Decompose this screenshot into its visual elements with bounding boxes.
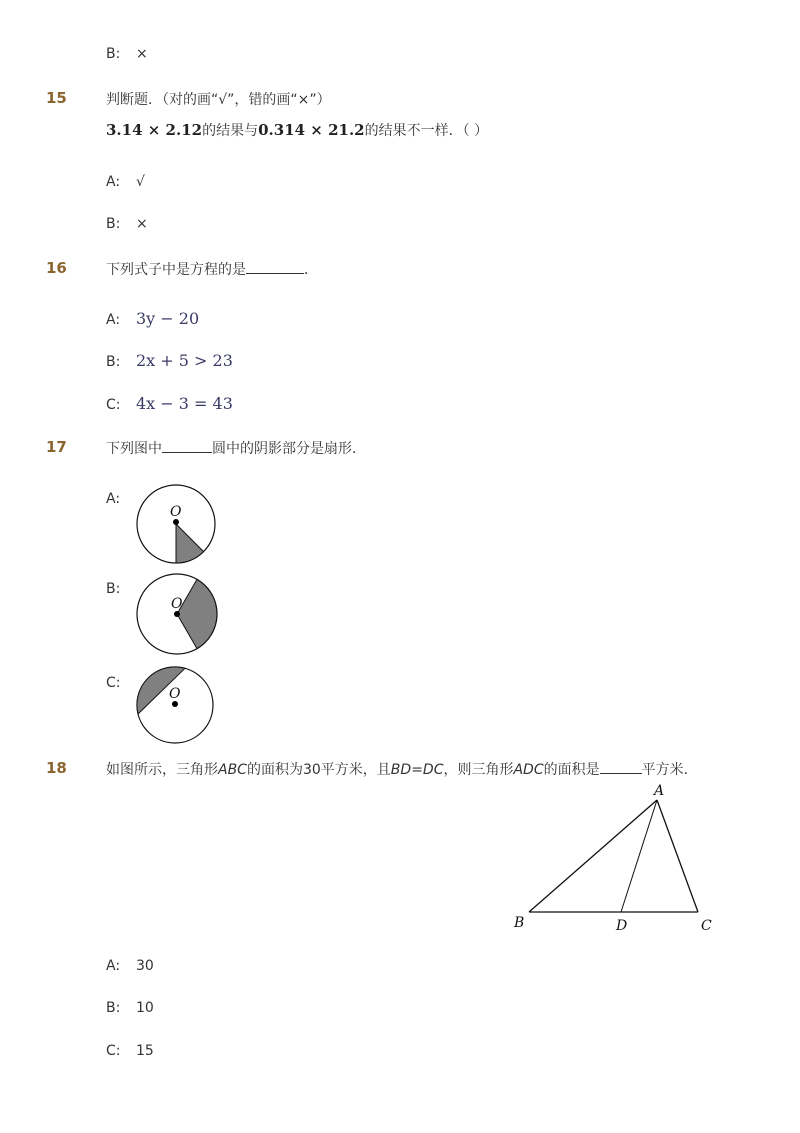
option-key-a[interactable]: A: (106, 491, 121, 507)
option-value-a[interactable]: 30 (136, 958, 154, 974)
prompt-text: 下列图中 (106, 441, 162, 457)
circle-figure-a[interactable] (134, 482, 218, 566)
segment-name: BD (390, 762, 412, 778)
option-key-a[interactable]: A: (106, 174, 121, 190)
prompt-text: 的面积为30平方米，且 (246, 762, 391, 778)
option-value-b[interactable]: × (136, 216, 148, 232)
option-value-a[interactable]: √ (136, 174, 145, 190)
option-value-c[interactable]: 4x − 3 = 43 (136, 394, 233, 413)
option-key-c[interactable]: C: (106, 675, 121, 691)
question-number-18: 18 (46, 759, 67, 777)
triangle-name: ADC (513, 762, 544, 778)
question-number-16: 16 (46, 259, 67, 277)
question-16-prompt (106, 259, 318, 279)
triangle-name: ABC (218, 762, 247, 778)
question-number-15: 15 (46, 89, 67, 107)
option-value-a[interactable]: 3y − 20 (136, 309, 200, 328)
circle-figure-c[interactable] (134, 664, 216, 746)
question-15-prompt: 判断题．（对的画“√”，错的画“×”） (106, 92, 331, 108)
center-label: O (169, 686, 181, 702)
center-label: O (170, 504, 182, 520)
option-key: B: (106, 46, 121, 62)
question-15-statement (106, 120, 488, 140)
prompt-text: ． (304, 262, 318, 278)
option-key-a[interactable]: A: (106, 312, 121, 328)
option-key-a[interactable]: A: (106, 958, 121, 974)
question-18-prompt (106, 759, 698, 779)
option-key-b[interactable]: B: (106, 216, 121, 232)
prompt-text: ，则三角形 (443, 762, 514, 778)
option-key-b[interactable]: B: (106, 1000, 121, 1016)
option-value: × (136, 46, 148, 62)
prompt-text: 平方米． (641, 762, 698, 778)
prompt-text: 的面积是 (543, 762, 600, 778)
segment-ad (621, 800, 657, 912)
vertex-label-c: C (701, 918, 712, 934)
statement-text: 的结果不一样．（ ） (364, 123, 489, 139)
prompt-text: 圆中的阴影部分是扇形． (212, 441, 366, 457)
side-ac (657, 800, 698, 912)
option-value-b[interactable]: 2x + 5 > 23 (136, 351, 233, 370)
prompt-text: 下列式子中是方程的是 (106, 262, 246, 278)
answer-blank (162, 440, 212, 453)
vertex-label-a: A (654, 783, 665, 799)
question-number-17: 17 (46, 438, 67, 456)
question-17-prompt (106, 438, 366, 458)
math-expression: 3.14 × 2.12 (106, 121, 203, 139)
triangle-figure (505, 780, 725, 940)
side-ab (529, 800, 657, 912)
option-value-b[interactable]: 10 (136, 1000, 154, 1016)
option-key-b[interactable]: B: (106, 581, 121, 597)
answer-blank (600, 761, 642, 774)
option-key-b[interactable]: B: (106, 354, 121, 370)
option-key-c[interactable]: C: (106, 397, 121, 413)
center-label: O (171, 596, 183, 612)
option-key-c[interactable]: C: (106, 1043, 121, 1059)
equals-sign: = (411, 762, 423, 778)
point-label-d: D (616, 918, 628, 934)
segment-name: DC (422, 762, 444, 778)
math-expression: 0.314 × 21.2 (258, 121, 365, 139)
option-value-c[interactable]: 15 (136, 1043, 154, 1059)
answer-blank (246, 261, 304, 274)
prompt-text: 如图所示，三角形 (106, 762, 218, 778)
circle-figure-b[interactable] (134, 572, 220, 658)
vertex-label-b: B (514, 915, 525, 931)
statement-text: 的结果与 (202, 123, 259, 139)
